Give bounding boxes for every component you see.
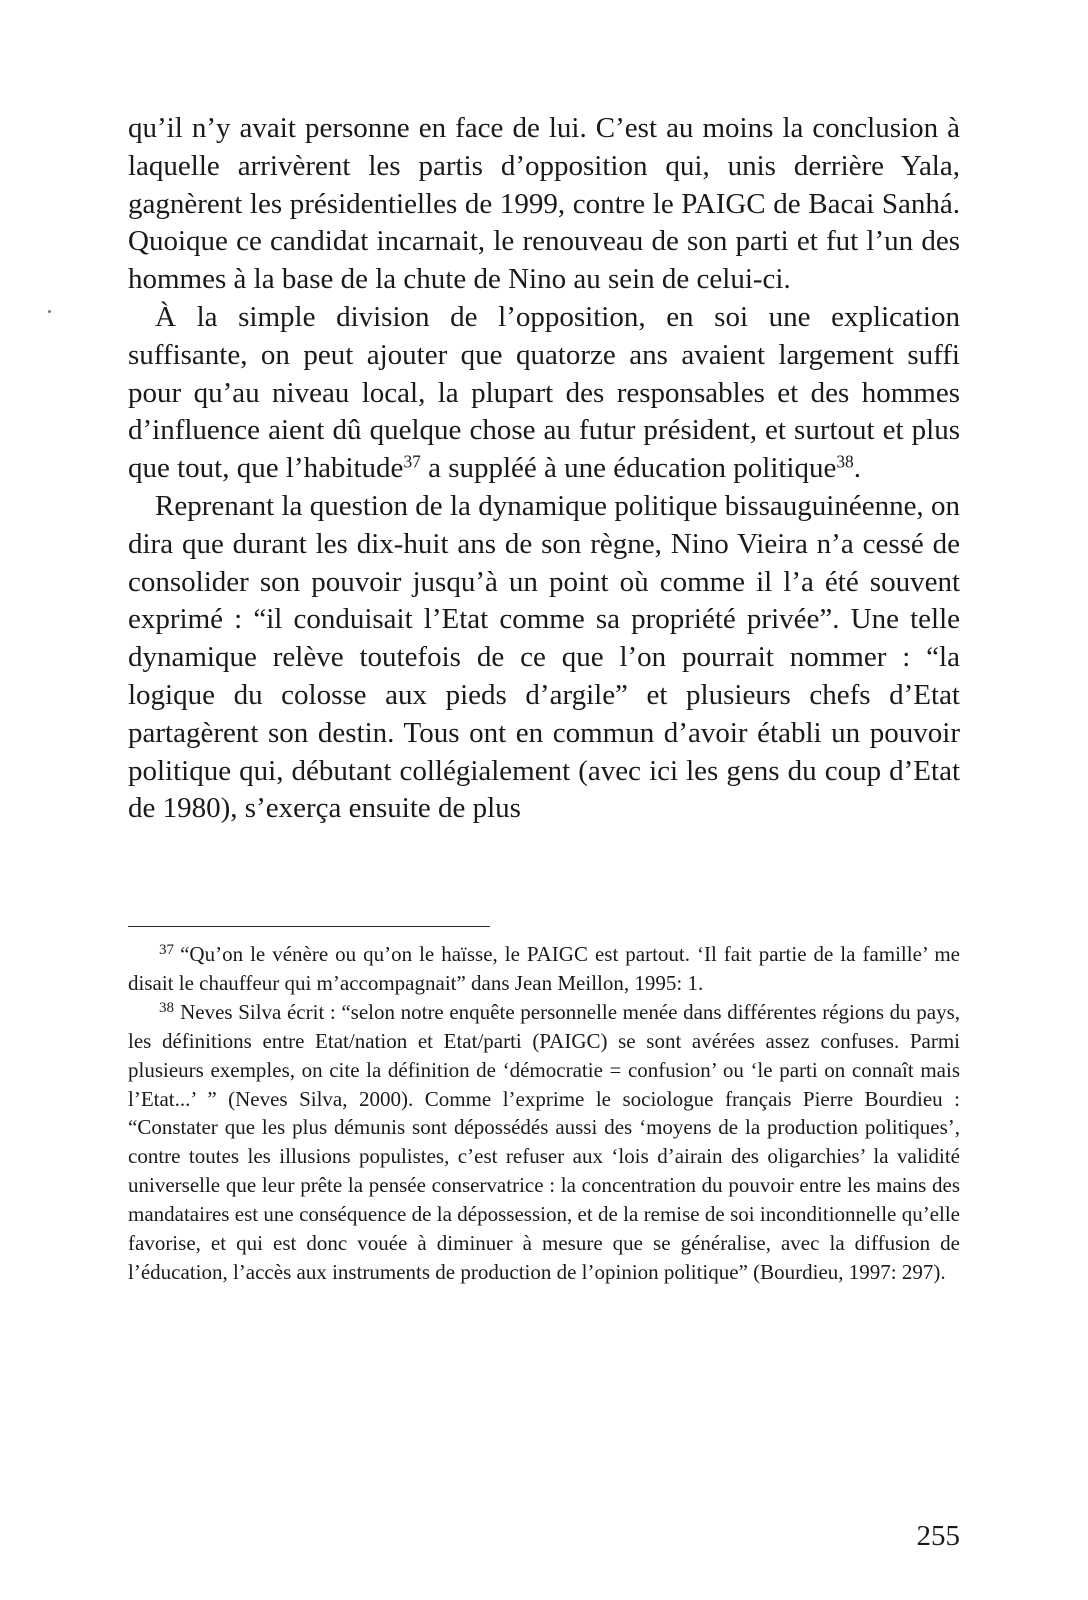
paragraph-2-text-b: a suppléé à une éducation politique: [420, 452, 837, 485]
paragraph-1-text-a: qu’il n’y avait personne en face de lui. C’est au moins la conclusion à laquelle arrivèrent les partis d’opposition qui, unis derrière Yala, gagnèrent les présidentielles de 1999, contre le: [128, 112, 960, 220]
footnote-ref-37[interactable]: 37: [403, 451, 421, 472]
footnote-separator: [128, 926, 490, 927]
paragraph-2-text-c: .: [853, 452, 861, 485]
footnote-37-text-a: “Qu’on le vénère ou qu’on le haïsse, le: [180, 942, 527, 966]
footnotes: [128, 940, 960, 1287]
paragraph-1: [128, 110, 960, 299]
footnote-ref-38[interactable]: 38: [836, 451, 854, 472]
paragraph-3: Reprenant la question de la dynamique politique bissauguinéenne, on dira que durant les dix-huit ans de son règne, Nino Vieira n’a cessé de consolider son pouvoir jusqu’à un point où comme il l’a été souvent exprimé : “il conduisait l’Etat comme sa propriété privée”. Une telle dynamique relève toutefois de ce que l’on pourrait nommer : “la logique du colosse aux pieds d’argile” et plusieurs chefs d’Etat partagèrent son destin. Tous ont en commun d’avoir établi un pouvoir politique qui, débutant collégialement (avec ici les gens du coup d’Etat de 1980), s’exerça ensuite de plus: [128, 489, 960, 825]
paragraph-1-text-b: de Bacai Sanhá. Quoique ce candidat incarnait, le renouveau de son parti et fut l’un des hommes à la base de la chute de Nino au sein de celui-ci.: [128, 187, 960, 296]
footnote-38: [128, 998, 960, 1287]
footnote-number: 38: [159, 1000, 175, 1017]
paigc-abbr: PAIGC: [539, 1028, 601, 1053]
paragraph-2-text-a: À la simple division de l’opposition, en soi une explication suffisante, on peut ajouter que quatorze ans avaient largement suffi pour qu’au niveau local, la plupart des responsables et des hommes d’influence aient dû quelque chose au futur président, et surtout et plus que tout, que l’habitude: [128, 300, 960, 485]
paragraph-2: [128, 299, 960, 488]
page-number: 255: [916, 1520, 960, 1552]
margin-mark: [48, 310, 51, 313]
main-text: [128, 110, 960, 828]
footnote-number: 37: [159, 942, 175, 959]
footnote-38-text-a: Neves Silva écrit : “selon notre enquête personnelle menée dans différentes régions du pays, les définitions entre Etat/nation et Etat/parti (: [128, 999, 960, 1053]
footnote-37-text-b: est partout. ‘Il fait partie de la famille’ me disait le chauffeur qui m’accompagnait” dans Jean Meillon, 1995: 1.: [128, 942, 960, 995]
footnote-37: [128, 940, 960, 998]
paigc-abbr: PAIGC: [526, 942, 588, 966]
footnote-38-text-b: ) se sont avérées assez confuses. Parmi plusieurs exemples, on cite la définition de ‘démocratie = confusion’ ou ‘le parti on connaît mais l’Etat...’ ” (Neves Silva, 2000). Comme l’exprime le sociologue français Pierre Bourdieu : “Constater que les plus démunis sont dépossédés aussi des ‘moyens de la production politiques’, contre toutes les illusions populistes, c’est refuser aux ‘lois d’airain des oligarchies’ la validité universelle que leur prête la pensée conservatrice : la concentration du pouvoir entre les mains des mandataires est une conséquence de la dépossession, et de la remise de soi inconditionnelle qu’elle favorise, et qui est donc vouée à diminuer à mesure que se généralise, avec la diffusion de l’éducation, l’accès aux instruments de production de l’opinion politique” (Bourdieu, 1997: 297).: [128, 1028, 961, 1284]
paigc-abbr: PAIGC: [681, 187, 766, 220]
